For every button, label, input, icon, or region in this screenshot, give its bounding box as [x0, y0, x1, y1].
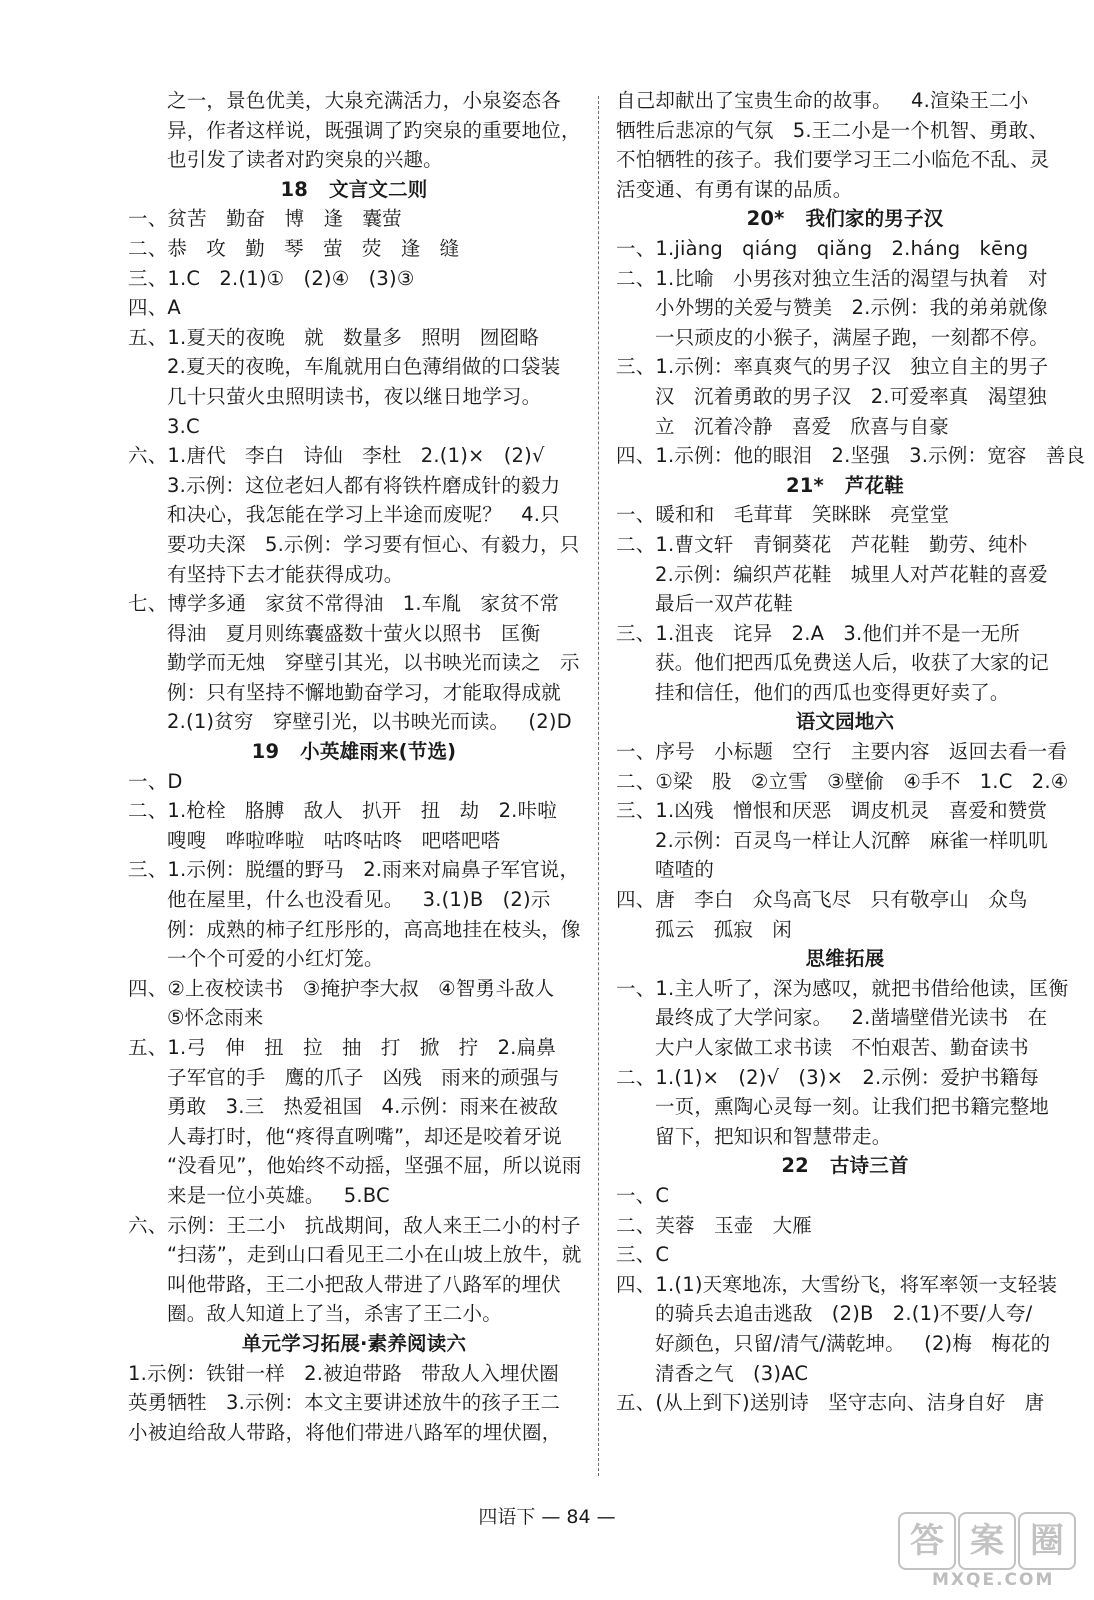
- section-heading: 语文园地六: [795, 710, 895, 734]
- answer-line: 二、1.比喻 小男孩对独立生活的渴望与执着 对: [616, 266, 1048, 290]
- section-heading: 18 文言文二则: [280, 177, 428, 201]
- answer-line: 立 沉着冷静 喜爱 欣喜与自豪: [655, 414, 949, 438]
- answer-line: 三、C: [616, 1243, 670, 1267]
- answer-line: 三、1.示例：率真爽气的男子汉 独立自主的男子: [616, 355, 1049, 379]
- left-column: [128, 86, 580, 1447]
- answer-line: 小被迫给敌人带路，将他们带进八路军的埋伏圈，: [128, 1420, 562, 1444]
- answer-line: 汉 沉着勇敢的男子汉 2.可爱率真 渴望独: [655, 384, 1047, 408]
- answer-line: 几十只萤火虫照明读书，夜以继日地学习。: [167, 384, 542, 408]
- answer-line: 一、序号 小标题 空行 主要内容 返回去看一看: [616, 740, 1068, 764]
- answer-line: 一、1.jiàng qiáng qiǎng 2.háng kēng: [616, 236, 1029, 260]
- answer-line: 的骑兵去追击逃敌 (2)B 2.(1)不要/人夸/: [655, 1302, 1033, 1326]
- section-heading: 22 古诗三首: [781, 1154, 909, 1178]
- answer-line: 二、恭 攻 勤 琴 萤 荧 逢 缝: [128, 236, 460, 260]
- answer-line: 四、A: [128, 296, 181, 320]
- answer-line: 3.C: [167, 414, 200, 438]
- answer-line: 一个个可爱的小红灯笼。: [167, 947, 384, 971]
- answer-line: 挂和信任，他们的西瓜也变得更好卖了。: [655, 680, 1010, 704]
- section-heading: 21* 芦花鞋: [785, 473, 904, 497]
- answer-line: 来是一位小英雄。 5.BC: [167, 1183, 390, 1207]
- answer-line: 嗖嗖 哗啦哗啦 咕咚咕咚 吧嗒吧嗒: [167, 828, 501, 852]
- answer-line: 例：成熟的柿子红彤彤的，高高地挂在枝头，像: [167, 917, 581, 941]
- answer-line: 3.示例：这位老妇人都有将铁杵磨成针的毅力: [167, 473, 561, 497]
- answer-line: 三、1.沮丧 诧异 2.A 3.他们并不是一无所: [616, 621, 1020, 645]
- answer-line: 勇敢 3.三 热爱祖国 4.示例：雨来在被敌: [167, 1095, 559, 1119]
- answer-line: 清香之气 (3)AC: [655, 1361, 809, 1385]
- section-heading: 单元学习拓展·素养阅读六: [241, 1331, 467, 1355]
- answer-line: 二、①梁 股 ②立雪 ③壁偷 ④手不 1.C 2.④: [616, 769, 1069, 793]
- answer-line: 六、示例：王二小 抗战期间，敌人来王二小的村子: [128, 1213, 581, 1237]
- answer-line: 叫他带路，王二小把敌人带进了八路军的埋伏: [167, 1272, 562, 1296]
- answer-line: 例：只有坚持不懈地勤奋学习，才能取得成就: [167, 680, 562, 704]
- watermark-url: MXQE.COM: [932, 1570, 1055, 1590]
- answer-line: 三、1.C 2.(1)① (2)④ (3)③: [128, 266, 415, 290]
- answer-line: 四、唐 李白 众鸟高飞尽 只有敬亭山 众鸟: [616, 888, 1028, 912]
- answer-line: “扫荡”，走到山口看见王二小在山坡上放牛，就: [167, 1243, 582, 1267]
- answer-line: 最后一双芦花鞋: [655, 592, 793, 616]
- answer-line: 五、1.夏天的夜晚 就 数量多 照明 囫囵略: [128, 325, 539, 349]
- answer-line: 子军官的手 鹰的爪子 凶残 雨来的顽强与: [167, 1065, 560, 1089]
- page-footer: 四语下 — 84 —: [478, 1506, 616, 1528]
- section-heading: 19 小英雄雨来(节选): [251, 740, 457, 764]
- section-heading: 20* 我们家的男子汉: [746, 207, 944, 231]
- answer-line: “没看见”，他始终不动摇，坚强不屈，所以说雨: [167, 1154, 582, 1178]
- watermark-char: 案: [958, 1512, 1016, 1570]
- watermark-char: 答: [898, 1512, 956, 1570]
- answer-line: 人毒打时，他“疼得直咧嘴”，却还是咬着牙说: [167, 1124, 562, 1148]
- answer-line: 一、D: [128, 769, 183, 793]
- watermark-char: 圈: [1018, 1512, 1076, 1570]
- answer-line: 获。他们把西瓜免费送人后，收获了大家的记: [655, 651, 1050, 675]
- answer-line: 有坚持下去才能获得成功。: [167, 562, 404, 586]
- answer-line: 四、②上夜校读书 ③掩护李大叔 ④智勇斗敌人: [128, 976, 555, 1000]
- answer-line: 三、1.示例：脱缰的野马 2.雨来对扁鼻子军官说，: [128, 858, 580, 882]
- answer-line: 2.示例：百灵鸟一样让人沉醉 麻雀一样叽叽: [655, 828, 1048, 852]
- answer-line: 二、1.(1)× (2)√ (3)× 2.示例：爱护书籍每: [616, 1065, 1039, 1089]
- answer-line: 四、1.(1)天寒地冻，大雪纷飞，将军率领一支轻装: [616, 1272, 1058, 1296]
- answer-line: 牺牲后悲凉的气氛 5.王二小是一个机智、勇敢、: [616, 118, 1049, 142]
- answer-line: 留下，把知识和智慧带走。: [655, 1124, 892, 1148]
- answer-line: 要功夫深 5.示例：学习要有恒心、有毅力，只: [167, 532, 580, 556]
- answer-line: 四、1.示例：他的眼泪 2.坚强 3.示例：宽容 善良: [616, 444, 1086, 468]
- column-divider: [598, 96, 599, 1476]
- answer-line: 一、C: [616, 1183, 670, 1207]
- answer-line: 活变通、有勇有谋的品质。: [616, 177, 853, 201]
- answer-line: 六、1.唐代 李白 诗仙 李杜 2.(1)× (2)√: [128, 444, 545, 468]
- answer-line: 自己却献出了宝贵生命的故事。 4.渲染王二小: [616, 89, 1029, 112]
- answer-line: 一、贫苦 勤奋 博 逢 囊萤: [128, 207, 402, 231]
- answer-line: 二、1.枪栓 胳膊 敌人 扒开 扭 劫 2.咔啦: [128, 799, 557, 823]
- answer-line: 勤学而无烛 穿壁引其光，以书映光而读之 示: [167, 651, 580, 675]
- answer-line: 1.示例：铁钳一样 2.被迫带路 带敌人入埋伏圈: [128, 1361, 560, 1385]
- answer-line: 大户人家做工求书读 不怕艰苦、勤奋读书: [655, 1036, 1029, 1059]
- answer-line: 英勇牺牲 3.示例：本文主要讲述放牛的孩子王二: [128, 1391, 561, 1415]
- answer-line: ⑤怀念雨来: [167, 1006, 264, 1030]
- answer-line: 孤云 孤寂 闲: [655, 917, 792, 941]
- section-heading: 思维拓展: [805, 947, 885, 971]
- answer-line: 最终成了大学问家。 2.凿墙壁借光读书 在: [655, 1006, 1048, 1030]
- answer-line: 2.示例：编织芦花鞋 城里人对芦花鞋的喜爱: [655, 562, 1048, 586]
- answer-line: 一只顽皮的小猴子，满屋子跑，一刻都不停。: [655, 325, 1050, 349]
- answer-line: 之一，景色优美，大泉充满活力，小泉姿态各: [167, 89, 562, 112]
- answer-line: 七、博学多通 家贫不常得油 1.车胤 家贫不常: [128, 592, 560, 616]
- answer-line: 五、(从上到下)送别诗 坚守志向、洁身自好 唐: [616, 1391, 1045, 1415]
- answer-line: 和决心，我怎能在学习上半途而废呢？ 4.只: [167, 503, 560, 527]
- answer-line: 二、芙蓉 玉壶 大雁: [616, 1213, 812, 1237]
- answer-line: 喳喳的: [655, 858, 715, 882]
- answer-line: 他在屋里，什么也没看见。 3.(1)B (2)示: [167, 888, 551, 912]
- answer-line: 二、1.曹文轩 青铜葵花 芦花鞋 勤劳、纯朴: [616, 532, 1028, 556]
- watermark-logo: [898, 1512, 1078, 1588]
- answer-line: 也引发了读者对趵突泉的兴趣。: [167, 148, 443, 172]
- answer-line: 异，作者这样说，既强调了趵突泉的重要地位，: [167, 118, 581, 142]
- answer-line: 五、1.弓 伸 扭 拉 抽 打 掀 拧 2.扁鼻: [128, 1036, 556, 1059]
- answer-line: 好颜色，只留/清气/满乾坤。 (2)梅 梅花的: [655, 1331, 1051, 1355]
- answer-line: 一页，熏陶心灵每一刻。让我们把书籍完整地: [655, 1095, 1050, 1119]
- answer-line: 得油 夏月则练囊盛数十萤火以照书 匡衡: [167, 621, 541, 645]
- answer-line: 小外甥的关爱与赞美 2.示例：我的弟弟就像: [655, 296, 1048, 320]
- answer-line: 一、1.主人听了，深为感叹，就把书借给他读，匡衡: [616, 976, 1069, 1000]
- answer-line: 一、暖和和 毛茸茸 笑眯眯 亮堂堂: [616, 503, 950, 527]
- answer-line: 2.夏天的夜晚，车胤就用白色薄绢做的口袋装: [167, 355, 561, 379]
- answer-line: 2.(1)贫穷 穿壁引光，以书映光而读。 (2)D: [167, 710, 572, 734]
- answer-line: 不怕牺牲的孩子。我们要学习王二小临危不乱、灵: [616, 148, 1050, 172]
- answer-line: 圈。敌人知道上了当，杀害了王二小。: [167, 1302, 502, 1326]
- answer-line: 三、1.凶残 憎恨和厌恶 调皮机灵 喜爱和赞赏: [616, 799, 1048, 823]
- right-column: [616, 86, 1086, 1418]
